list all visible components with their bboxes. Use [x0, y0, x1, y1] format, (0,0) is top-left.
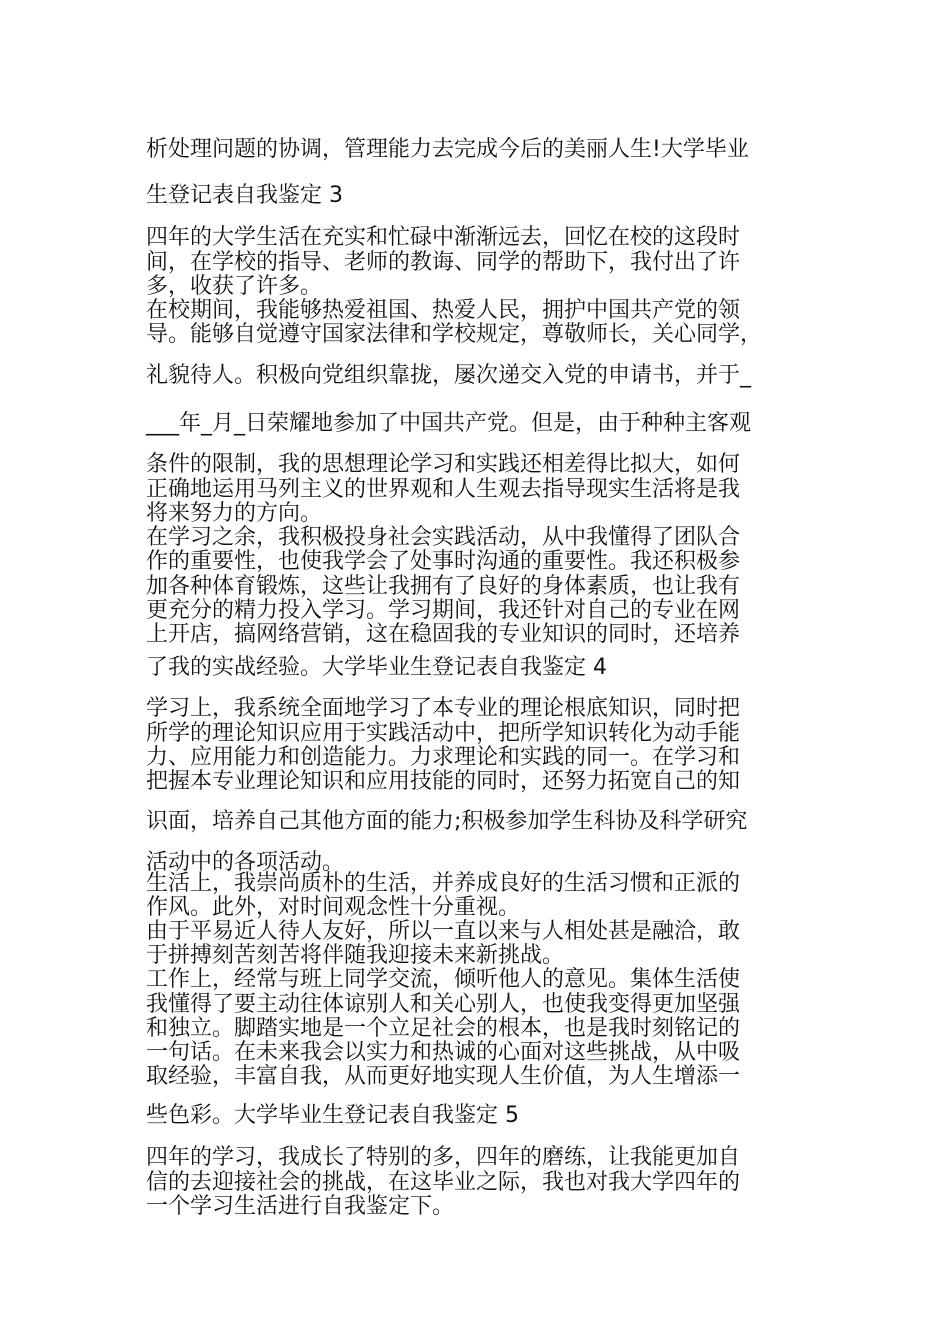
- text-line: 加各种体育锻炼，这些让我拥有了良好的身体素质，也让我有: [146, 574, 741, 599]
- text-line: 将来努力的方向。: [146, 501, 323, 526]
- text-line: 更充分的精力投入学习。学习期间，我还针对自己的专业在网: [146, 598, 741, 623]
- text-line: 力、应用能力和创造能力。力求理论和实践的同一。在学习和: [146, 745, 741, 770]
- text-line: 条件的限制，我的思想理论学习和实践还相差得比拟大，如何: [146, 452, 741, 477]
- text-line: 作风。此外，对时间观念性十分重视。: [146, 895, 521, 920]
- text-line: 多，收获了许多。: [146, 274, 323, 299]
- text-line: 取经验，丰富自我，从而更好地实现人生价值，为人生增添一: [146, 1064, 741, 1089]
- text-line: 了我的实战经验。大学毕业生登记表自我鉴定 4: [146, 655, 607, 680]
- text-line: 工作上，经常与班上同学交流，倾听他人的意见。集体生活使: [146, 967, 741, 992]
- text-line: 在校期间，我能够热爱祖国、热爱人民，拥护中国共产党的领: [146, 298, 741, 323]
- section-heading-line: 生登记表自我鉴定 3: [146, 183, 343, 208]
- text-line: 学习上，我系统全面地学习了本专业的理论根底知识，同时把: [146, 696, 741, 721]
- text-line: 间，在学校的指导、老师的教诲、同学的帮助下，我付出了许: [146, 250, 741, 275]
- text-line: 我懂得了要主动往体谅别人和关心别人，也使我变得更加坚强: [146, 992, 741, 1017]
- text-line: 导。能够自觉遵守国家法律和学校规定，尊敬师长，关心同学，: [146, 322, 763, 347]
- text-line: 四年的大学生活在充实和忙碌中渐渐远去，回忆在校的这段时: [146, 225, 741, 250]
- text-line: 信的去迎接社会的挑战，在这毕业之际，我也对我大学四年的: [146, 1170, 741, 1195]
- text-line: 识面，培养自己其他方面的能力;积极参加学生科协及科学研究: [146, 809, 748, 834]
- text-line: 礼貌待人。积极向党组织靠拢，屡次递交入党的申请书，并于_: [146, 363, 752, 388]
- text-line: 于拼搏刻苦刻苦将伴随我迎接未来新挑战。: [146, 943, 565, 968]
- text-line: 和独立。脚踏实地是一个立足社会的根本，也是我时刻铭记的: [146, 1016, 741, 1041]
- text-line: 所学的理论知识应用于实践活动中，把所学知识转化为动手能: [146, 721, 741, 746]
- text-line: 四年的学习，我成长了特别的多，四年的磨练，让我能更加自: [146, 1145, 741, 1170]
- text-line: 作的重要性，也使我学会了处事时沟通的重要性。我还积极参: [146, 549, 741, 574]
- text-line: 由于平易近人待人友好，所以一直以来与人相处甚是融洽，敢: [146, 919, 741, 944]
- text-line: 析处理问题的协调，管理能力去完成今后的美丽人生!大学毕业: [146, 137, 749, 162]
- text-line: 生活上，我崇尚质朴的生活，并养成良好的生活习惯和正派的: [146, 871, 741, 896]
- text-line: 把握本专业理论知识和应用技能的同时，还努力拓宽自己的知: [146, 769, 741, 794]
- text-line: 一个学习生活进行自我鉴定下。: [146, 1194, 455, 1219]
- text-line: 上开店，搞网络营销，这在稳固我的专业知识的同时，还培养: [146, 622, 741, 647]
- text-line: 正确地运用马列主义的世界观和人生观去指导现实生活将是我: [146, 477, 741, 502]
- text-line: ___年_月_日荣耀地参加了中国共产党。但是，由于种种主客观: [146, 411, 752, 436]
- text-line: 在学习之余，我积极投身社会实践活动，从中我懂得了团队合: [146, 525, 741, 550]
- text-line: 一句话。在未来我会以实力和热诚的心面对这些挑战，从中吸: [146, 1040, 741, 1065]
- text-line: 活动中的各项活动。: [146, 850, 345, 875]
- text-line: 些色彩。大学毕业生登记表自我鉴定 5: [146, 1103, 519, 1128]
